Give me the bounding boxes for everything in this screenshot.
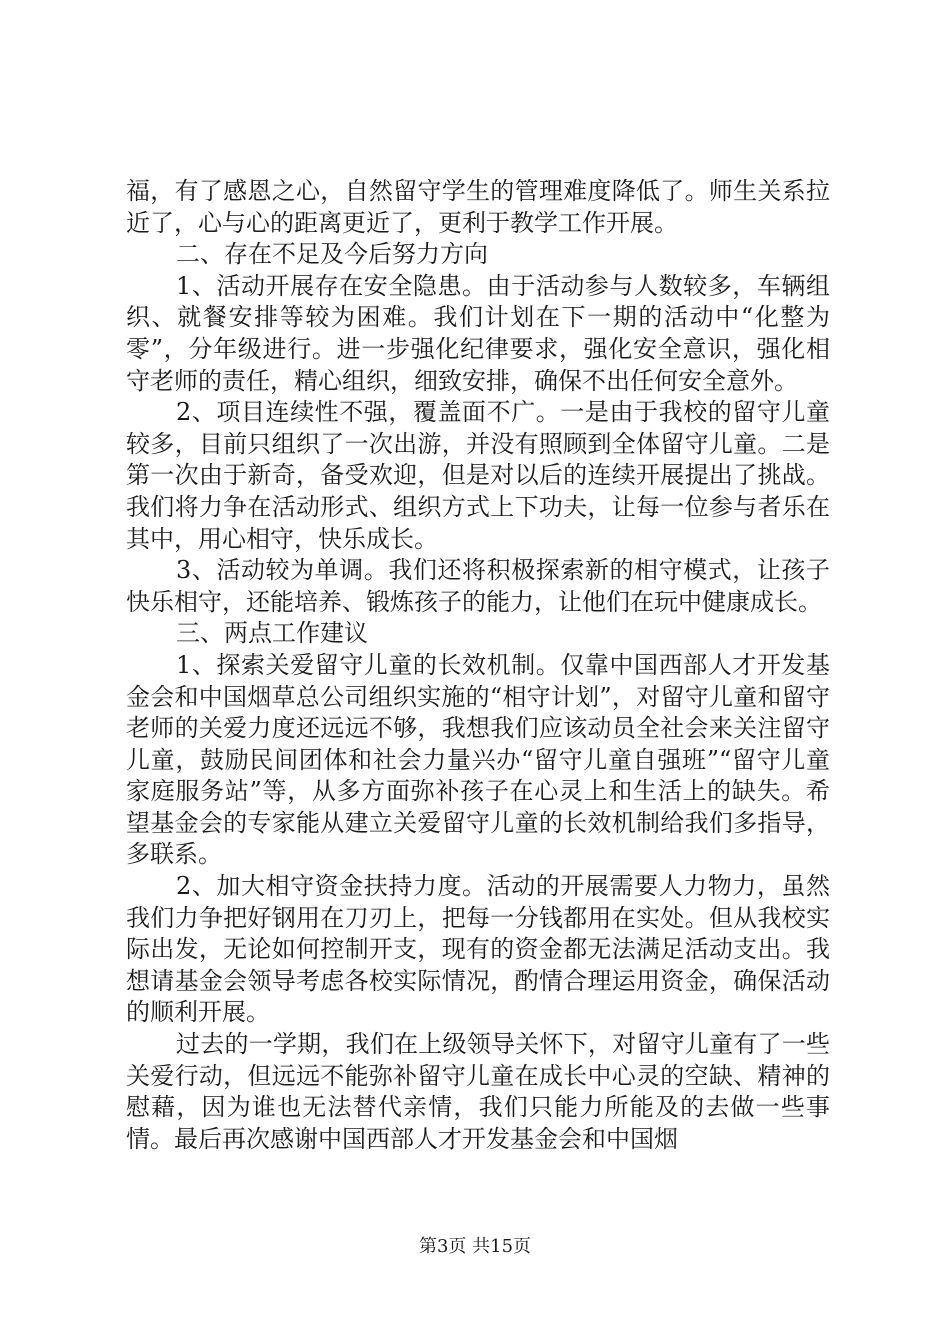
section-heading-shortcomings: 二、存在不足及今后努力方向	[176, 240, 488, 269]
paragraph-conclusion: 过去的一学期，我们在上级领导关怀下，对留守儿童有了一些关爱行动，但远远不能弥补留守儿童在成长中心灵的空缺、精神的慰藉，因为谁也无法替代亲情，我们只能力所能及的去做一些事情。最后再次感谢中国西部人才开发基金会和中国烟	[126, 1030, 830, 1153]
paragraph-safety-risk: 1、活动开展存在安全隐患。由于活动参与人数较多，车辆组织、就餐安排等较为困难。我们计划在下一期的活动中“化整为零”，分年级进行。进一步强化纪律要求，强化安全意识，强化相守老师的责任，精心组织，细致安排，确保不出任何安全意外。	[126, 271, 830, 395]
paragraph-monotony: 3、活动较为单调。我们还将积极探索新的相守模式，让孩子快乐相守，还能培养、锻炼孩子的能力，让他们在玩中健康成长。	[126, 556, 830, 616]
section-heading-suggestions: 三、两点工作建议	[176, 619, 368, 648]
paragraph-continuation: 福，有了感恩之心，自然留守学生的管理难度降低了。师生关系拉近了，心与心的距离更近了，更利于教学工作开展。	[126, 177, 830, 237]
page-number-footer: 第3页 共15页	[418, 1236, 532, 1257]
paragraph-continuity: 2、项目连续性不强，覆盖面不广。一是由于我校的留守儿童较多，目前只组织了一次出游，并没有照顾到全体留守儿童。二是第一次由于新奇，备受欢迎，但是对以后的连续开展提出了挑战。我们将力争在活动形式、组织方式上下功夫，让每一位参与者乐在其中，用心相守，快乐成长。	[126, 398, 830, 553]
document-body	[126, 176, 830, 1155]
paragraph-funding-support: 2、加大相守资金扶持力度。活动的开展需要人力物力，虽然我们力争把好钢用在刀刃上，把每一分钱都用在实处。但从我校实际出发，无论如何控制开支，现有的资金都无法满足活动支出。我想请基金会领导考虑各校实际情况，酌情合理运用资金，确保活动的顺利开展。	[126, 872, 830, 1027]
paragraph-long-term-mechanism: 1、探索关爱留守儿童的长效机制。仅靠中国西部人才开发基金会和中国烟草总公司组织实施的“相守计划”，对留守儿童和留守老师的关爱力度还远远不够，我想我们应该动员全社会来关注留守儿童，鼓励民间团体和社会力量兴办“留守儿童自强班”“留守儿童家庭服务站”等，从多方面弥补孩子在心灵上和生活上的缺失。希望基金会的专家能从建立关爱留守儿童的长效机制给我们多指导，多联系。	[126, 650, 830, 869]
